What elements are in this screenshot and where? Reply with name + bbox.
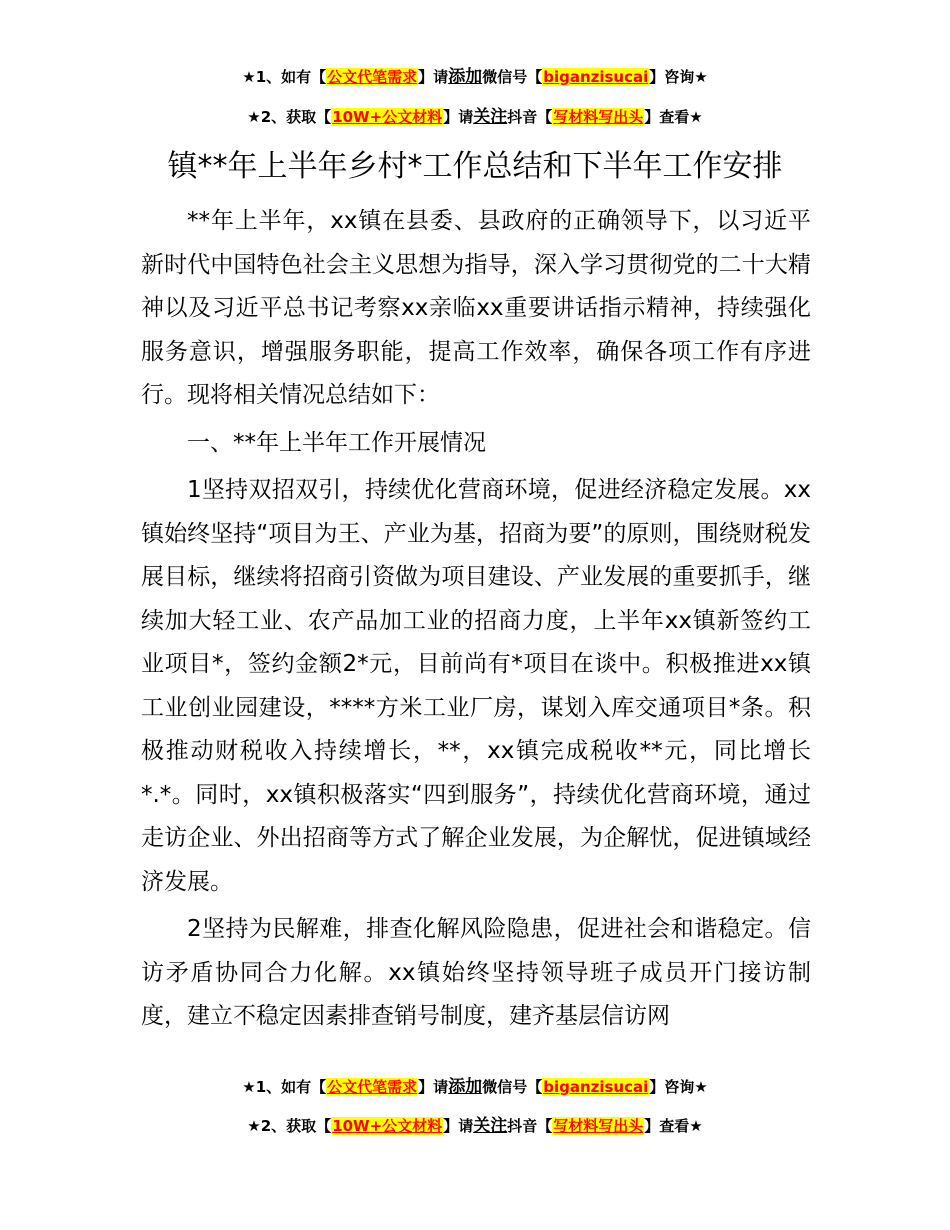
banner-mid2: 微信号【 [482,68,543,86]
footer-banner-line-1 [0,1076,950,1098]
banner-suffix: 】查看★ [644,108,703,126]
banner-suffix: 】查看★ [644,1117,703,1135]
banner-mid: 】请 [443,1117,474,1135]
paragraph-item-1: 1坚持双招双引，持续优化营商环境，促进经济稳定发展。xx镇始终坚持“项目为王、产业为基，招商为要”的原则，围绕财税发展目标，继续将招商引资做为项目建设、产业发展的重要抓手，继续加大轻工业、农产品加工业的招商力度，上半年xx镇新签约工业项目*，签约金额2*元，目前尚有*项目在谈中。积极推进xx镇工业创业园建设，****方米工业厂房，谋划入库交通项目*条。积极推动财税收入持续增长，**，xx镇完成税收**元，同比增长*.*。同时，xx镇积极落实“四到服务”，持续优化营商环境，通过走访企业、外出招商等方式了解企业发展，为企解忧，促进镇域经济发展。 [141,477,811,895]
banner-mid: 】请 [418,1078,449,1096]
footer-banner-line-2 [0,1115,950,1137]
banner-highlight-ghostwriting: 公文代笔需求 [327,68,418,86]
banner-mid: 】请 [418,68,449,86]
banner-mid2: 抖音【 [507,1117,553,1135]
paragraph-intro: **年上半年，xx镇在县委、县政府的正确领导下，以习近平新时代中国特色社会主义思想为指导，深入学习贯彻党的二十大精神以及习近平总书记考察xx亲临xx重要讲话指示精神，持续强化服务意识，增强服务职能，提高工作效率，确保各项工作有序进行。现将相关情况总结如下： [141,208,811,408]
banner-suffix: 】咨询★ [649,1078,708,1096]
banner-keyword-follow: 关注 [473,1116,508,1136]
banner-prefix: ★2、获取【 [247,1117,332,1135]
header-banner-line-2 [0,106,950,128]
banner-prefix: ★1、如有【 [242,68,327,86]
banner-highlight-wechat-id: biganzisucai [543,1078,649,1096]
banner-highlight-douyin-account: 写材料写出头 [553,1117,644,1135]
document-title: 镇**年上半年乡村*工作总结和下半年工作安排 [167,149,783,184]
banner-prefix: ★1、如有【 [242,1078,327,1096]
banner-highlight-materials: 10W+公文材料 [332,108,443,126]
banner-keyword-add: 添加 [448,67,483,87]
banner-mid2: 抖音【 [507,108,553,126]
banner-keyword-add: 添加 [448,1077,483,1097]
banner-highlight-ghostwriting: 公文代笔需求 [327,1078,418,1096]
section-heading-1: 一、**年上半年工作开展情况 [187,429,486,456]
banner-mid2: 微信号【 [482,1078,543,1096]
paragraph-item-2: 2坚持为民解难，排查化解风险隐患，促进社会和谐稳定。信访矛盾协同合力化解。xx镇始终坚持领导班子成员开门接访制度，建立不稳定因素排查销号制度，建齐基层信访网 [141,916,811,1029]
banner-suffix: 】咨询★ [649,68,708,86]
header-banner-line-1 [0,66,950,88]
document-body [141,200,811,1039]
banner-highlight-wechat-id: biganzisucai [543,68,649,86]
banner-mid: 】请 [443,108,474,126]
banner-highlight-douyin-account: 写材料写出头 [553,108,644,126]
banner-prefix: ★2、获取【 [247,108,332,126]
banner-keyword-follow: 关注 [473,107,508,127]
banner-highlight-materials: 10W+公文材料 [332,1117,443,1135]
